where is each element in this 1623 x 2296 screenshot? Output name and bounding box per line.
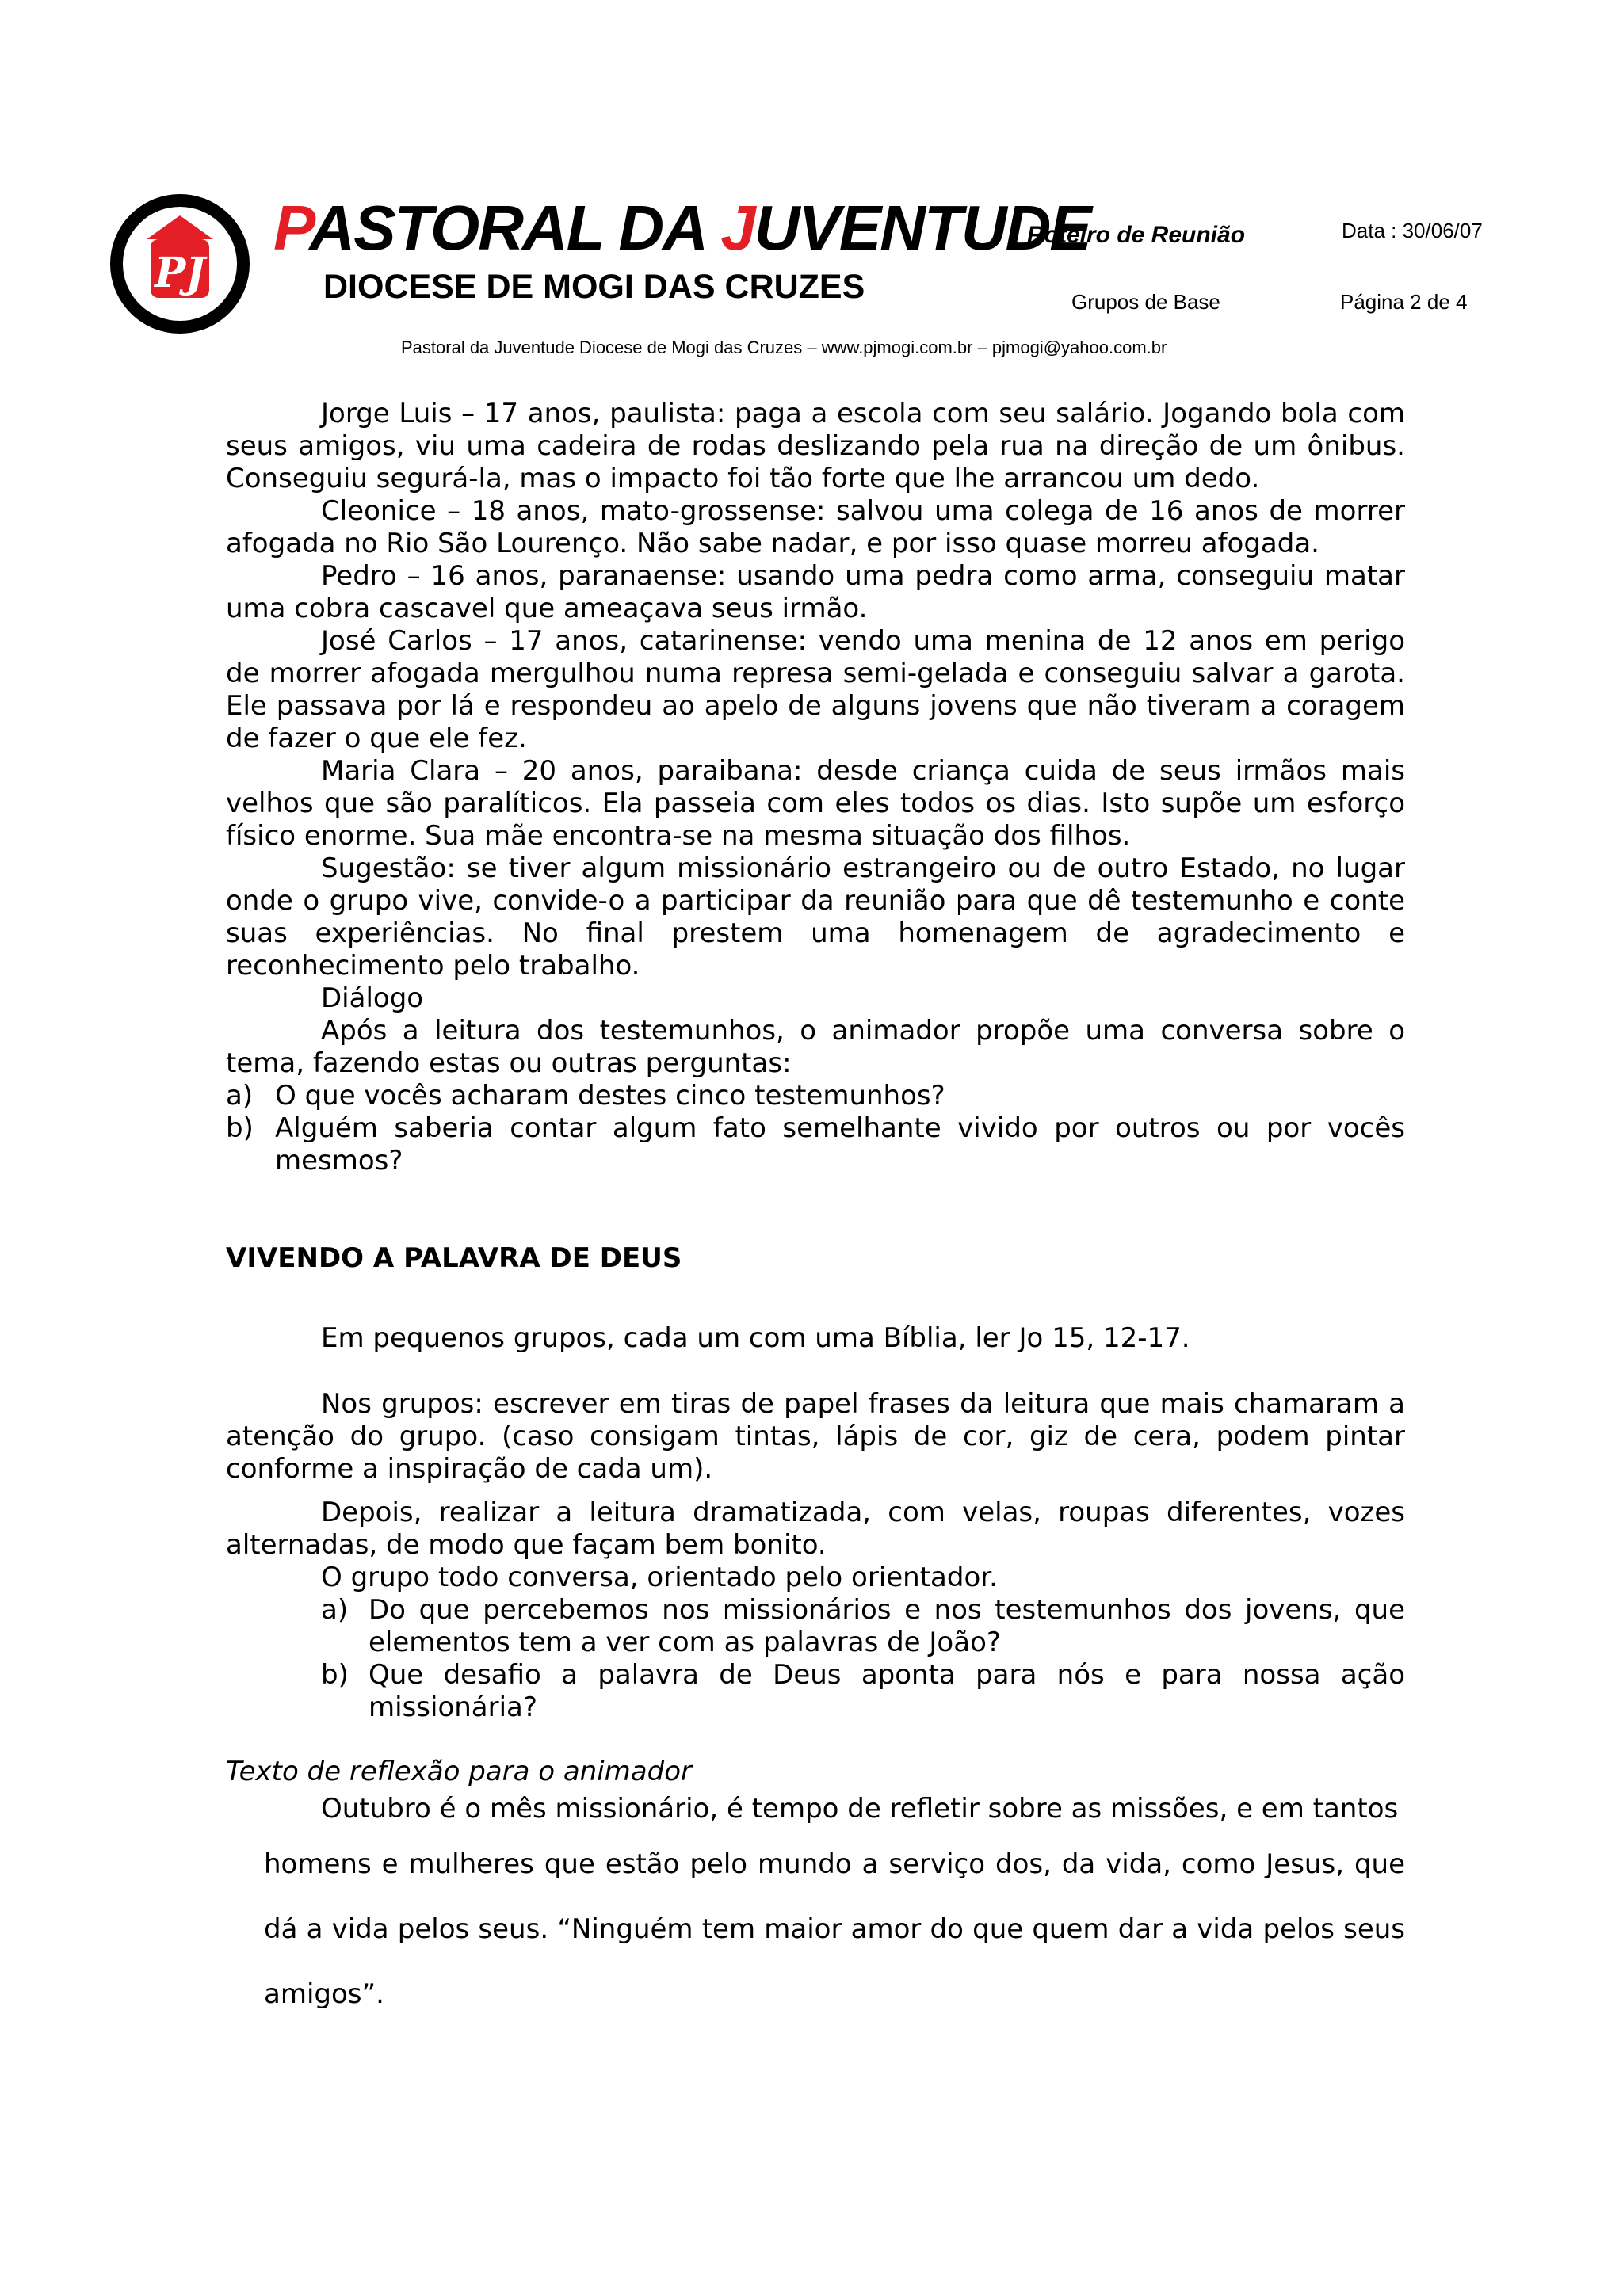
paragraph-jose: José Carlos – 17 anos, catarinense: vendo uma menina de 12 anos em perigo de morrer afogada mergulhou numa represa semi-gelada e conseguiu salvar a garota. Ele passava por lá e respondeu ao apelo de alguns jovens que não tiveram a coragem de fazer o que ele fez. <box>226 625 1405 754</box>
list-item: b) Alguém saberia contar algum fato semelhante vivido por outros ou por vocês mesmos? <box>226 1112 1405 1177</box>
paragraph-sugestao: Sugestão: se tiver algum missionário estrangeiro ou de outro Estado, no lugar onde o grupo vive, convide-o a participar da reunião para que dê testemunho e conte suas experiências. No final prestem uma homenagem de agradecimento e reconhecimento pelo trabalho. <box>226 852 1405 982</box>
document-date: Data : 30/06/07 <box>1342 219 1483 242</box>
diocese-title: DIOCESE DE MOGI DAS CRUZES <box>323 268 865 306</box>
document-type: Roteiro de Reunião <box>1027 222 1246 248</box>
contact-line: Pastoral da Juventude Diocese de Mogi das Cruzes – www.pjmogi.com.br – pjmogi@yahoo.com.br <box>401 338 1167 357</box>
section-heading-texto: Texto de reflexão para o animador <box>226 1756 692 1787</box>
paragraph-cleonice: Cleonice – 18 anos, mato-grossense: salvou uma colega de 16 anos de morrer afogada no Rio São Lourenço. Não sabe nadar, e por isso quase morreu afogada. <box>226 495 1405 559</box>
list-item: b) Que desafio a palavra de Deus aponta para nós e para nossa ação missionária? <box>321 1659 1405 1723</box>
section-heading-vivendo: VIVENDO A PALAVRA DE DEUS <box>226 1242 682 1274</box>
paragraph-jorge: Jorge Luis – 17 anos, paulista: paga a escola com seu salário. Jogando bola com seus amigos, viu uma cadeira de rodas deslizando pela rua na direção de um ônibus. Conseguiu segurá-la, mas o impacto foi tão forte que lhe arrancou um dedo. <box>226 398 1405 494</box>
brand-title: PASTORAL DA JUVENTUDE <box>273 193 1090 263</box>
paragraph-pequenos: Em pequenos grupos, cada um com uma Bíblia, ler Jo 15, 12-17. <box>321 1322 1190 1354</box>
pj-logo <box>109 193 250 334</box>
paragraph-apos: Após a leitura dos testemunhos, o animador propõe uma conversa sobre o tema, fazendo estas ou outras perguntas: <box>226 1015 1405 1079</box>
paragraph-dialogo: Diálogo <box>321 982 424 1014</box>
paragraph-pedro: Pedro – 16 anos, paranaense: usando uma pedra como arma, conseguiu matar uma cobra cascavel que ameaçava seus irmão. <box>226 560 1405 624</box>
paragraph-maria: Maria Clara – 20 anos, paraibana: desde criança cuida de seus irmãos mais velhos que são paralíticos. Ela passeia com eles todos os dias. Isto supõe um esforço físico enorme. Sua mãe encontra-se na mesma situação dos filhos. <box>226 755 1405 852</box>
list-item: a) Do que percebemos nos missionários e nos testemunhos dos jovens, que elementos tem a ver com as palavras de João? <box>321 1594 1405 1658</box>
page-number: Página 2 de 4 <box>1340 290 1468 314</box>
paragraph-outubro: Outubro é o mês missionário, é tempo de refletir sobre as missões, e em tantos <box>321 1793 1399 1825</box>
list-item: a) O que vocês acharam destes cinco testemunhos? <box>226 1080 945 1112</box>
logo-text: PJ <box>155 249 205 297</box>
page-body <box>226 398 1405 2027</box>
paragraph-nos-grupos: Nos grupos: escrever em tiras de papel frases da leitura que mais chamaram a atenção do grupo. (caso consigam tintas, lápis de cor, giz de cera, podem pintar conforme a inspiração de cada um). <box>226 1388 1405 1485</box>
group-name: Grupos de Base <box>1071 290 1220 314</box>
paragraph-depois: Depois, realizar a leitura dramatizada, com velas, roupas diferentes, vozes alternadas, de modo que façam bem bonito. <box>226 1497 1405 1561</box>
paragraph-homens: homens e mulheres que estão pelo mundo a serviço dos, da vida, como Jesus, que dá a vida pelos seus. “Ninguém tem maior amor do que quem dar a vida pelos seus amigos”. <box>264 1848 1405 2010</box>
paragraph-o-grupo: O grupo todo conversa, orientado pelo orientador. <box>321 1562 998 1593</box>
